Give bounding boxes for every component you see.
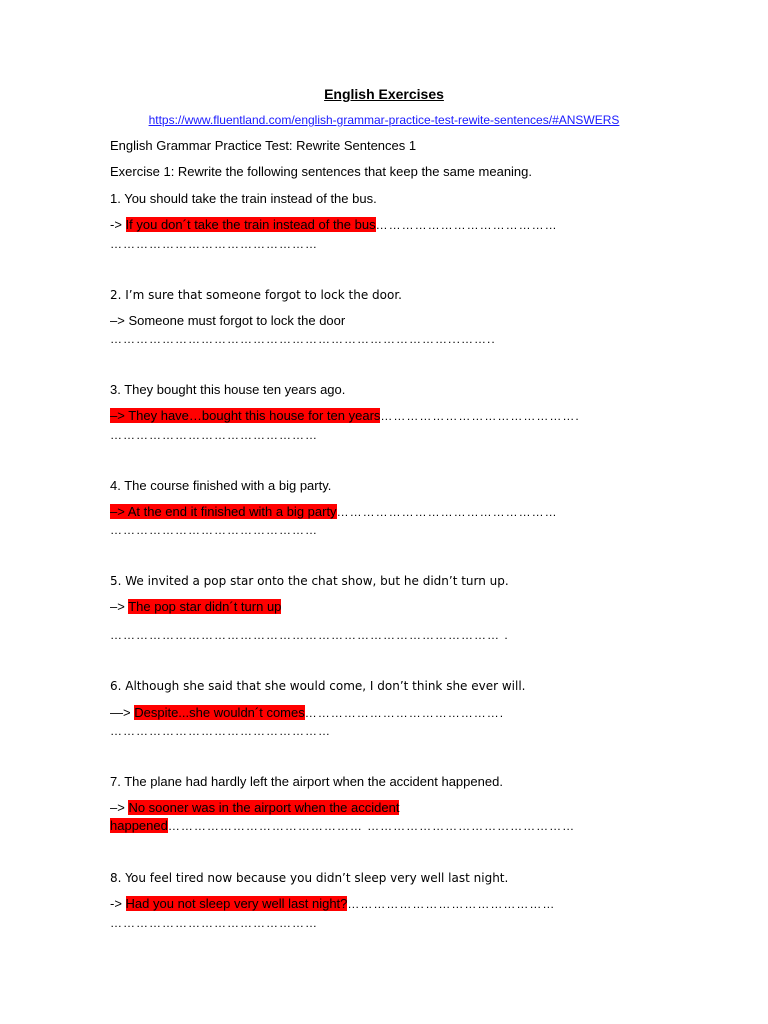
answer-5: [110, 599, 281, 615]
answer-5-dots: ……………………………………………………………………………… .: [110, 628, 509, 642]
answer-6-highlight: Despite...she wouldn´t comes: [134, 705, 305, 720]
arrow-prefix: –>: [110, 800, 129, 815]
answer-7-line2: [110, 818, 575, 834]
answer-7-highlight-2: happened: [110, 818, 168, 833]
answer-8-highlight: Had you not sleep very well last night?: [125, 896, 348, 911]
arrow-prefix: —>: [110, 705, 135, 720]
answer-2-dots: ……………………………………………………………………...……..: [110, 332, 496, 346]
test-subtitle: English Grammar Practice Test: Rewrite Sentences 1: [110, 138, 417, 153]
answer-4-highlight: –> At the end it finished with a big party: [110, 504, 337, 519]
answer-8-dots: …………………………………………: [347, 897, 556, 911]
question-7: 7. The plane had hardly left the airport when the accident happened.: [110, 774, 503, 789]
arrow-prefix: –>: [110, 313, 129, 328]
exercise-instruction: Exercise 1: Rewrite the following sentences that keep the same meaning.: [110, 164, 533, 179]
answer-2: [110, 313, 345, 329]
answer-1-dots: ……………………………………: [375, 218, 558, 232]
answer-6-dots-line2: ……………………………………………: [110, 724, 331, 738]
arrow-prefix: ->: [110, 217, 126, 232]
question-6: 6. Although she said that she would come, I don’t think she ever will.: [110, 679, 526, 693]
answer-6-dots: ……………………………………….: [304, 706, 505, 720]
answer-1-highlight: If you don´t take the train instead of the bus: [125, 217, 376, 232]
question-5: 5. We invited a pop star onto the chat show, but he didn’t turn up.: [110, 574, 509, 588]
answer-1: [110, 217, 558, 233]
document-title: English Exercises: [324, 86, 444, 102]
answer-5-highlight: The pop star didn´t turn up: [128, 599, 282, 614]
question-2: 2. I’m sure that someone forgot to lock the door.: [110, 288, 402, 302]
answer-1-dots-line2: …………………………………………: [110, 237, 318, 251]
question-1: 1. You should take the train instead of the bus.: [110, 191, 377, 206]
answer-6: [110, 705, 504, 721]
question-8: 8. You feel tired now because you didn’t sleep very well last night.: [110, 871, 509, 885]
answer-3-dots-line2: …………………………………………: [110, 428, 318, 442]
answer-7-dots: ……………………………………… …………………………………………: [167, 819, 576, 833]
answer-4-dots: ……………………………………………: [336, 505, 558, 519]
answer-4: [110, 504, 558, 520]
answer-3: [110, 408, 580, 424]
answer-4-dots-line2: …………………………………………: [110, 523, 318, 537]
question-4: 4. The course finished with a big party.: [110, 478, 332, 493]
source-link[interactable]: https://www.fluentland.com/english-grammar-practice-test-rewite-sentences/#ANSWERS: [148, 113, 620, 127]
answer-7-highlight-1: No sooner was in the airport when the accident: [128, 800, 400, 815]
answer-3-highlight: –> They have…bought this house for ten years: [110, 408, 381, 423]
answer-3-dots: ……………………………………….: [380, 409, 580, 423]
answer-7-line1: [110, 800, 399, 816]
question-3: 3. They bought this house ten years ago.: [110, 382, 346, 397]
answer-8-dots-line2: …………………………………………: [110, 916, 318, 930]
arrow-prefix: –>: [110, 599, 129, 614]
answer-2-text: Someone must forgot to lock the door: [128, 313, 346, 328]
arrow-prefix: ->: [110, 896, 126, 911]
answer-8: [110, 896, 555, 912]
